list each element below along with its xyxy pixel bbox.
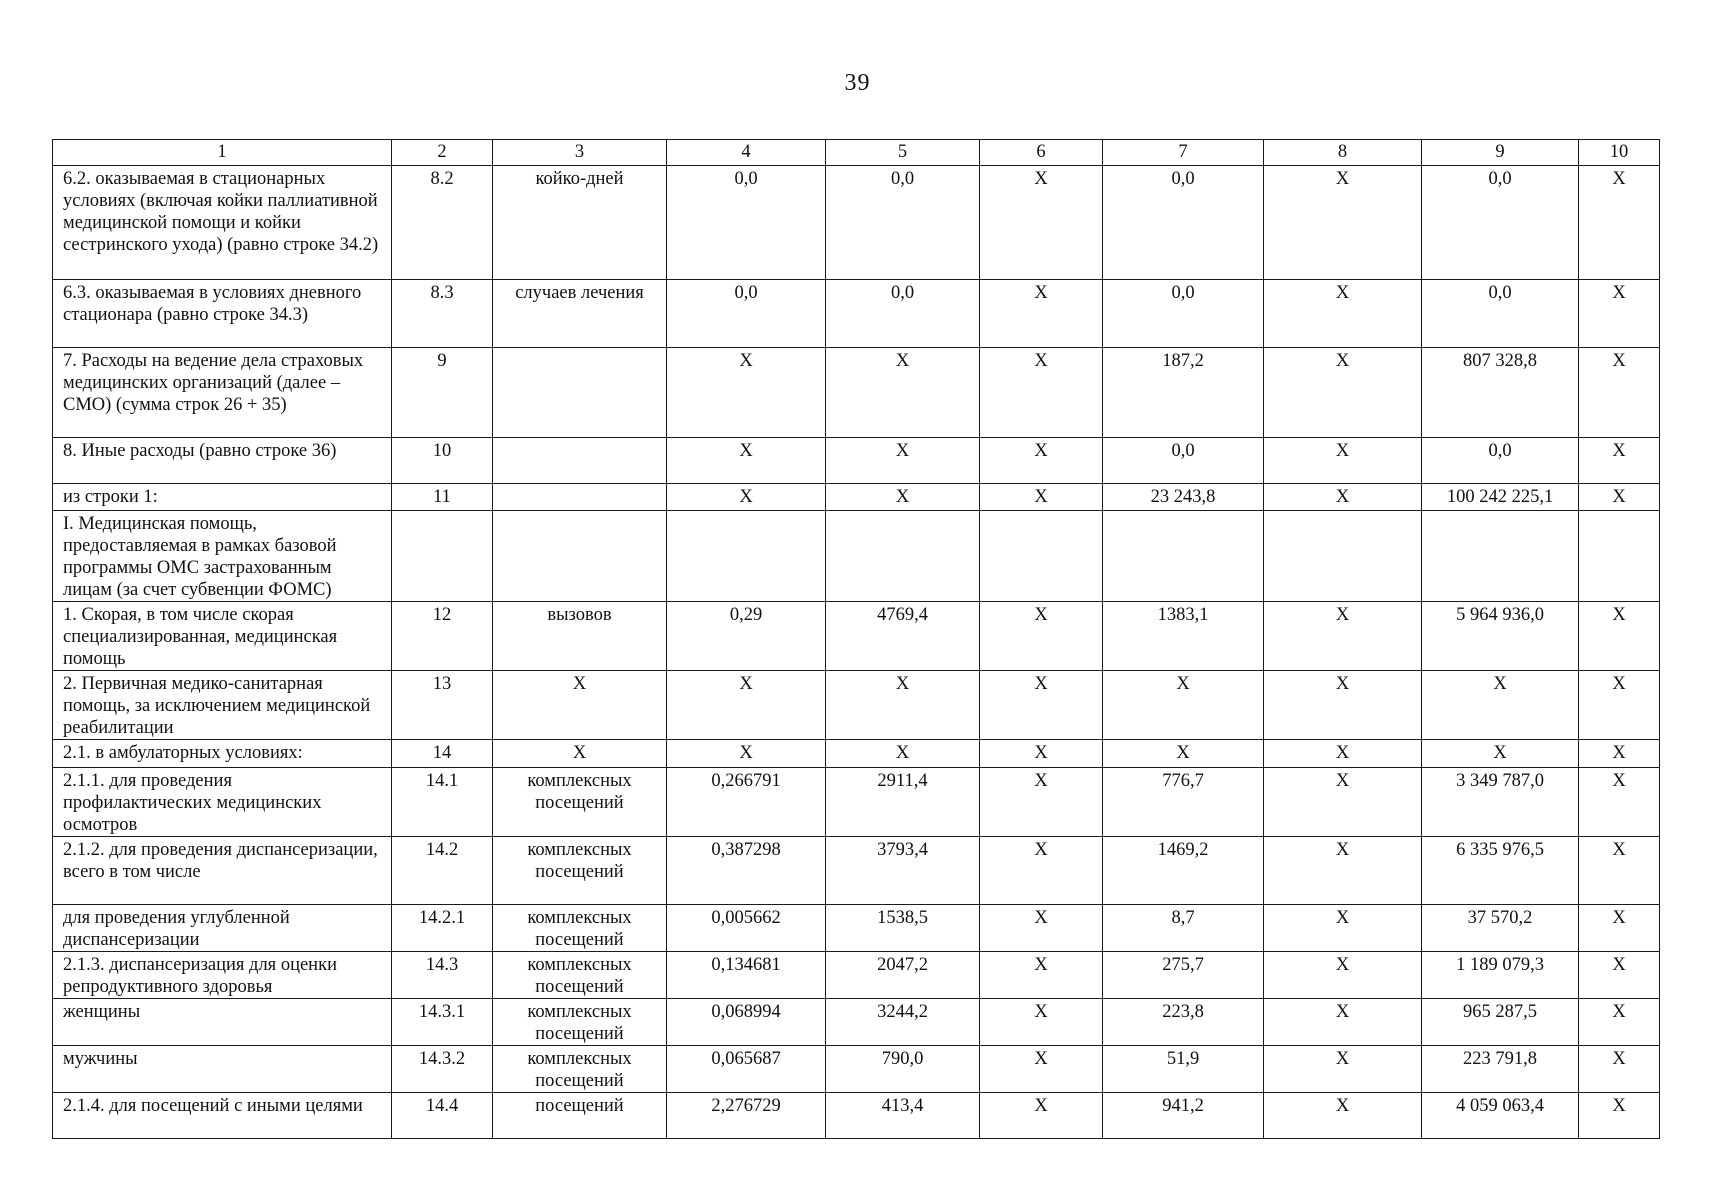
unit-cell: комплексных посещений (493, 905, 667, 952)
unit-cell (493, 484, 667, 511)
column-number-header: 7 (1103, 140, 1264, 166)
row-code-cell: 8.2 (392, 166, 493, 280)
column-number-header: 2 (392, 140, 493, 166)
col-7-cell: 51,9 (1103, 1046, 1264, 1093)
unit-cell: комплексных посещений (493, 999, 667, 1046)
column-number-header: 8 (1264, 140, 1422, 166)
row-label-cell: для проведения углубленной диспансеризации (53, 905, 392, 952)
col-4-cell: 0,068994 (667, 999, 826, 1046)
unit-cell: Х (493, 671, 667, 740)
col-5-cell: Х (826, 438, 980, 484)
table-row (53, 740, 1660, 768)
row-label-cell: 2.1.3. диспансеризация для оценки репродуктивного здоровья (53, 952, 392, 999)
col-9-cell (1422, 511, 1579, 602)
row-code-cell: 9 (392, 348, 493, 438)
col-9-cell: 37 570,2 (1422, 905, 1579, 952)
unit-cell: койко-дней (493, 166, 667, 280)
col-6-cell: Х (980, 837, 1103, 905)
table-row (53, 484, 1660, 511)
col-7-cell: 223,8 (1103, 999, 1264, 1046)
col-10-cell: Х (1579, 905, 1660, 952)
col-6-cell: Х (980, 348, 1103, 438)
col-5-cell: 1538,5 (826, 905, 980, 952)
row-code-cell: 14.2 (392, 837, 493, 905)
unit-cell (493, 438, 667, 484)
col-6-cell: Х (980, 1093, 1103, 1139)
unit-cell: посещений (493, 1093, 667, 1139)
col-9-cell: 0,0 (1422, 438, 1579, 484)
col-5-cell: Х (826, 740, 980, 768)
col-4-cell: Х (667, 438, 826, 484)
unit-cell: комплексных посещений (493, 1046, 667, 1093)
col-7-cell: 187,2 (1103, 348, 1264, 438)
col-9-cell: 5 964 936,0 (1422, 602, 1579, 671)
col-10-cell: Х (1579, 1046, 1660, 1093)
row-label-cell: женщины (53, 999, 392, 1046)
col-4-cell: Х (667, 484, 826, 511)
col-6-cell: Х (980, 952, 1103, 999)
col-8-cell: Х (1264, 280, 1422, 348)
col-6-cell (980, 511, 1103, 602)
row-label-cell: 6.2. оказываемая в стационарных условиях (включая койки паллиативной медицинской помощи и койки сестринского ухода) (равно строке 34.2) (53, 166, 392, 280)
col-10-cell: Х (1579, 768, 1660, 837)
row-label-cell: из строки 1: (53, 484, 392, 511)
data-table (52, 139, 1660, 1139)
row-code-cell: 14.3.2 (392, 1046, 493, 1093)
table-row (53, 1093, 1660, 1139)
col-9-cell: 1 189 079,3 (1422, 952, 1579, 999)
col-10-cell: Х (1579, 280, 1660, 348)
col-9-cell: 807 328,8 (1422, 348, 1579, 438)
col-5-cell: 2911,4 (826, 768, 980, 837)
row-code-cell: 14.3 (392, 952, 493, 999)
col-10-cell: Х (1579, 837, 1660, 905)
unit-cell: комплексных посещений (493, 768, 667, 837)
col-8-cell: Х (1264, 837, 1422, 905)
col-10-cell: Х (1579, 952, 1660, 999)
unit-cell: Х (493, 740, 667, 768)
row-code-cell: 8.3 (392, 280, 493, 348)
table-row (53, 952, 1660, 999)
table-row (53, 511, 1660, 602)
col-6-cell: Х (980, 280, 1103, 348)
col-4-cell: 0,266791 (667, 768, 826, 837)
unit-cell: комплексных посещений (493, 837, 667, 905)
row-code-cell: 14.1 (392, 768, 493, 837)
col-7-cell: 0,0 (1103, 280, 1264, 348)
col-8-cell: Х (1264, 905, 1422, 952)
col-8-cell (1264, 511, 1422, 602)
row-label-cell: 6.3. оказываемая в условиях дневного стационара (равно строке 34.3) (53, 280, 392, 348)
unit-cell: случаев лечения (493, 280, 667, 348)
col-7-cell: 776,7 (1103, 768, 1264, 837)
column-number-header: 4 (667, 140, 826, 166)
col-9-cell: 0,0 (1422, 280, 1579, 348)
col-4-cell: 0,29 (667, 602, 826, 671)
row-label-cell: 2. Первичная медико-санитарная помощь, за исключением медицинской реабилитации (53, 671, 392, 740)
col-9-cell: 0,0 (1422, 166, 1579, 280)
column-number-header: 6 (980, 140, 1103, 166)
row-code-cell: 14.4 (392, 1093, 493, 1139)
col-5-cell: 0,0 (826, 280, 980, 348)
col-8-cell: Х (1264, 671, 1422, 740)
col-6-cell: Х (980, 166, 1103, 280)
col-6-cell: Х (980, 438, 1103, 484)
table-row (53, 438, 1660, 484)
col-9-cell: 3 349 787,0 (1422, 768, 1579, 837)
col-8-cell: Х (1264, 166, 1422, 280)
col-7-cell: 0,0 (1103, 438, 1264, 484)
table-row (53, 768, 1660, 837)
col-10-cell: Х (1579, 166, 1660, 280)
col-6-cell: Х (980, 484, 1103, 511)
col-8-cell: Х (1264, 1093, 1422, 1139)
row-label-cell: 2.1.1. для проведения профилактических медицинских осмотров (53, 768, 392, 837)
col-6-cell: Х (980, 671, 1103, 740)
col-5-cell (826, 511, 980, 602)
col-6-cell: Х (980, 999, 1103, 1046)
col-7-cell: 8,7 (1103, 905, 1264, 952)
col-10-cell: Х (1579, 348, 1660, 438)
col-6-cell: Х (980, 768, 1103, 837)
col-6-cell: Х (980, 1046, 1103, 1093)
col-8-cell: Х (1264, 1046, 1422, 1093)
row-code-cell: 11 (392, 484, 493, 511)
table-row (53, 905, 1660, 952)
col-9-cell: 965 287,5 (1422, 999, 1579, 1046)
col-9-cell: 4 059 063,4 (1422, 1093, 1579, 1139)
col-4-cell: 2,276729 (667, 1093, 826, 1139)
col-6-cell: Х (980, 905, 1103, 952)
row-label-cell: I. Медицинская помощь, предоставляемая в рамках базовой программы ОМС застрахованным лицам (за счет субвенции ФОМС) (53, 511, 392, 602)
col-8-cell: Х (1264, 484, 1422, 511)
table-header-row (53, 140, 1660, 166)
column-number-header: 5 (826, 140, 980, 166)
col-7-cell: 275,7 (1103, 952, 1264, 999)
col-4-cell: Х (667, 671, 826, 740)
col-8-cell: Х (1264, 438, 1422, 484)
col-4-cell: 0,005662 (667, 905, 826, 952)
col-7-cell: 23 243,8 (1103, 484, 1264, 511)
col-4-cell: 0,0 (667, 280, 826, 348)
col-8-cell: Х (1264, 999, 1422, 1046)
col-7-cell (1103, 511, 1264, 602)
col-7-cell: 0,0 (1103, 166, 1264, 280)
col-7-cell: Х (1103, 671, 1264, 740)
table-row (53, 348, 1660, 438)
row-label-cell: 1. Скорая, в том числе скорая специализированная, медицинская помощь (53, 602, 392, 671)
col-7-cell: 1383,1 (1103, 602, 1264, 671)
col-10-cell: Х (1579, 740, 1660, 768)
table-row (53, 1046, 1660, 1093)
col-8-cell: Х (1264, 952, 1422, 999)
col-9-cell: 100 242 225,1 (1422, 484, 1579, 511)
col-5-cell: Х (826, 348, 980, 438)
table-row (53, 166, 1660, 280)
col-8-cell: Х (1264, 348, 1422, 438)
col-9-cell: Х (1422, 671, 1579, 740)
table-row (53, 837, 1660, 905)
col-6-cell: Х (980, 602, 1103, 671)
table-row (53, 602, 1660, 671)
col-10-cell: Х (1579, 602, 1660, 671)
row-label-cell: 8. Иные расходы (равно строке 36) (53, 438, 392, 484)
col-8-cell: Х (1264, 602, 1422, 671)
col-5-cell: 3793,4 (826, 837, 980, 905)
col-4-cell (667, 511, 826, 602)
col-5-cell: 0,0 (826, 166, 980, 280)
page-number: 39 (844, 70, 871, 96)
col-5-cell: 4769,4 (826, 602, 980, 671)
row-code-cell: 14 (392, 740, 493, 768)
col-4-cell: 0,134681 (667, 952, 826, 999)
col-8-cell: Х (1264, 740, 1422, 768)
col-10-cell: Х (1579, 1093, 1660, 1139)
table-row (53, 671, 1660, 740)
col-10-cell: Х (1579, 999, 1660, 1046)
col-8-cell: Х (1264, 768, 1422, 837)
row-code-cell: 14.2.1 (392, 905, 493, 952)
col-4-cell: Х (667, 740, 826, 768)
table-row (53, 280, 1660, 348)
col-5-cell: Х (826, 484, 980, 511)
col-9-cell: 6 335 976,5 (1422, 837, 1579, 905)
row-code-cell: 13 (392, 671, 493, 740)
column-number-header: 9 (1422, 140, 1579, 166)
col-6-cell: Х (980, 740, 1103, 768)
row-label-cell: 7. Расходы на ведение дела страховых медицинских организаций (далее – СМО) (сумма строк 26 + 35) (53, 348, 392, 438)
col-4-cell: 0,0 (667, 166, 826, 280)
unit-cell: вызовов (493, 602, 667, 671)
row-label-cell: 2.1. в амбулаторных условиях: (53, 740, 392, 768)
col-10-cell (1579, 511, 1660, 602)
col-7-cell: Х (1103, 740, 1264, 768)
row-code-cell: 10 (392, 438, 493, 484)
row-code-cell: 14.3.1 (392, 999, 493, 1046)
col-4-cell: Х (667, 348, 826, 438)
column-number-header: 1 (53, 140, 392, 166)
col-7-cell: 941,2 (1103, 1093, 1264, 1139)
col-4-cell: 0,065687 (667, 1046, 826, 1093)
col-5-cell: Х (826, 671, 980, 740)
col-9-cell: Х (1422, 740, 1579, 768)
table-row (53, 999, 1660, 1046)
column-number-header: 3 (493, 140, 667, 166)
col-5-cell: 2047,2 (826, 952, 980, 999)
col-10-cell: Х (1579, 438, 1660, 484)
col-9-cell: 223 791,8 (1422, 1046, 1579, 1093)
col-4-cell: 0,387298 (667, 837, 826, 905)
col-7-cell: 1469,2 (1103, 837, 1264, 905)
col-5-cell: 413,4 (826, 1093, 980, 1139)
unit-cell (493, 348, 667, 438)
row-label-cell: мужчины (53, 1046, 392, 1093)
unit-cell (493, 511, 667, 602)
col-5-cell: 790,0 (826, 1046, 980, 1093)
col-10-cell: Х (1579, 671, 1660, 740)
row-code-cell: 12 (392, 602, 493, 671)
unit-cell: комплексных посещений (493, 952, 667, 999)
column-number-header: 10 (1579, 140, 1660, 166)
row-label-cell: 2.1.4. для посещений с иными целями (53, 1093, 392, 1139)
col-5-cell: 3244,2 (826, 999, 980, 1046)
row-code-cell (392, 511, 493, 602)
col-10-cell: Х (1579, 484, 1660, 511)
row-label-cell: 2.1.2. для проведения диспансеризации, всего в том числе (53, 837, 392, 905)
